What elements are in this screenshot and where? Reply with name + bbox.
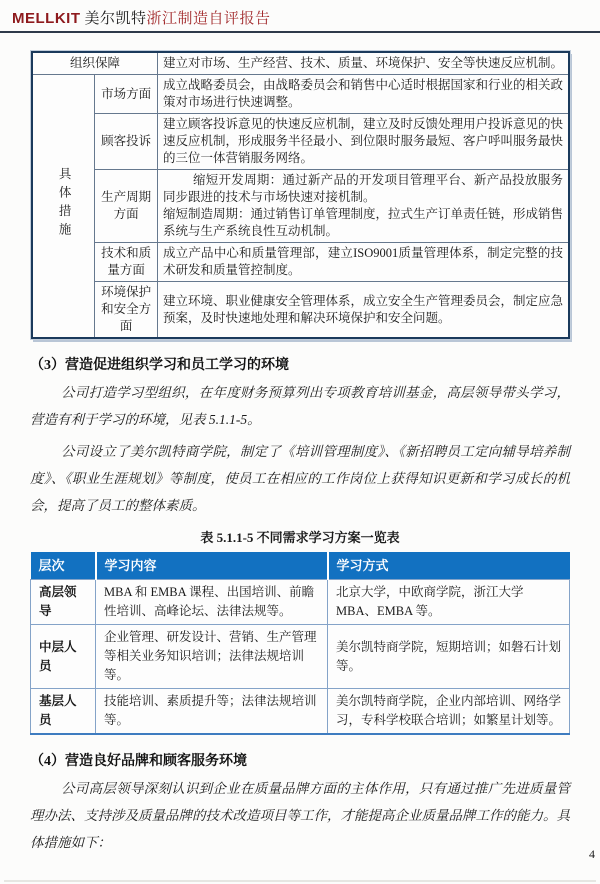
learning-content: MBA 和 EMBA 课程、出国培训、前瞻性培训、高峰论坛、法律法规等。	[96, 580, 328, 625]
section-3-paragraph-2: 公司设立了美尔凯特商学院，制定了《培训管理制度》、《新招聘员工定向辅导培养制度》、《职业生涯规划》等制度，使员工在相应的工作岗位上获得知识更新和学习成长的机会，提高了员工的整体素质。	[30, 444, 570, 513]
report-title-red: 浙江制造自评报告	[146, 10, 271, 27]
measures-row-label: 技术和质量方面	[95, 243, 158, 282]
column-header-method: 学习方式	[328, 552, 570, 580]
learning-table-header-row	[31, 552, 570, 580]
learning-table-caption: 表 5.1.1-5 不同需求学习方案一览表	[200, 530, 400, 545]
section-4-heading: （4）营造良好品牌和顾客服务环境	[30, 754, 247, 769]
measures-org-content: 建立对市场、生产经营、技术、质量、环境保护、安全等快速反应机制。	[158, 52, 570, 75]
learning-method: 美尔凯特商学院，企业内部培训、网络学习，专科学校联合培训；如繁星计划等。	[328, 689, 570, 735]
measures-row-content: 成立战略委员会，由战略委员会和销售中心适时根据国家和行业的相关政策对市场进行快速调整。	[158, 75, 570, 114]
table-row	[32, 114, 569, 170]
measures-table	[31, 51, 570, 339]
column-header-level: 层次	[31, 552, 96, 580]
learning-level: 基层人员	[31, 689, 96, 735]
table-row	[32, 282, 569, 339]
table-row	[31, 689, 570, 735]
table-row	[31, 580, 570, 625]
learning-content: 技能培训、素质提升等；法律法规培训等。	[96, 689, 328, 735]
measures-row-content: 建立环境、职业健康安全管理体系，成立安全生产管理委员会，制定应急预案，及时快速地处理和解决环境保护和安全问题。	[158, 282, 570, 339]
learning-method: 北京大学，中欧商学院，浙江大学 MBA、EMBA 等。	[328, 580, 570, 625]
column-header-content: 学习内容	[96, 552, 328, 580]
measures-row-content	[158, 170, 570, 243]
measures-row-content: 建立顾客投诉意见的快速反应机制，建立及时反馈处理用户投诉意见的快速反应机制，形成服务半径最小、到位限时服务最短、客户呼叫服务最快的三位一体营销服务网络。	[158, 114, 570, 170]
section-3-heading: （3）营造促进组织学习和员工学习的环境	[30, 358, 289, 373]
table-row	[32, 75, 569, 114]
table-row	[32, 170, 569, 243]
table-row	[31, 625, 570, 689]
learning-level: 高层领导	[31, 580, 96, 625]
table-row	[32, 243, 569, 282]
report-title-black: 美尔凯特	[84, 10, 147, 27]
learning-content: 企业管理、研发设计、营销、生产管理等相关业务知识培训；法律法规培训等。	[96, 625, 328, 689]
measures-org-label: 组织保障	[32, 52, 158, 75]
learning-table	[30, 552, 570, 735]
measures-row-content-line2: 缩短制造周期：通过销售订单管理制度，拉式生产订单责任链，形成销售系统与生产系统良性互动机制。	[163, 207, 564, 238]
section-3-paragraph-1: 公司打造学习型组织，在年度财务预算列出专项教育培训基金，高层领导带头学习，营造有利于学习的环境，见表 5.1.1-5。	[30, 385, 570, 427]
measures-row-label: 生产周期方面	[95, 170, 158, 243]
measures-row-content: 成立产品中心和质量管理部，建立ISO9001质量管理体系，制定完整的技术研发和质量管控制度。	[158, 243, 570, 282]
measures-row-content-line1: 缩短开发周期：通过新产品的开发项目管理平台、新产品投放服务同步跟进的技术与市场快速对接机制。	[163, 173, 563, 204]
section-4-paragraph-1: 公司高层领导深刻认识到企业在质量品牌方面的主体作用，只有通过推广先进质量管理办法、支持涉及质量品牌的技术改造项目等工作，才能提高企业质量品牌工作的能力。具体措施如下：	[30, 781, 570, 850]
scan-edge-artifact	[4, 880, 596, 882]
brand-logo-text: MELLKIT	[12, 10, 81, 27]
measures-group-label	[32, 75, 95, 339]
measures-row-label: 市场方面	[95, 75, 158, 114]
table-row	[32, 52, 569, 75]
document-header	[0, 0, 600, 33]
learning-level: 中层人员	[31, 625, 96, 689]
measures-row-label: 顾客投诉	[95, 114, 158, 170]
learning-method: 美尔凯特商学院，短期培训；如磐石计划等。	[328, 625, 570, 689]
page-number: 4	[589, 847, 595, 861]
measures-table-container	[31, 51, 570, 339]
measures-row-label: 环境保护和安全方面	[95, 282, 158, 339]
vertical-label-text: 具体措施	[57, 166, 72, 241]
